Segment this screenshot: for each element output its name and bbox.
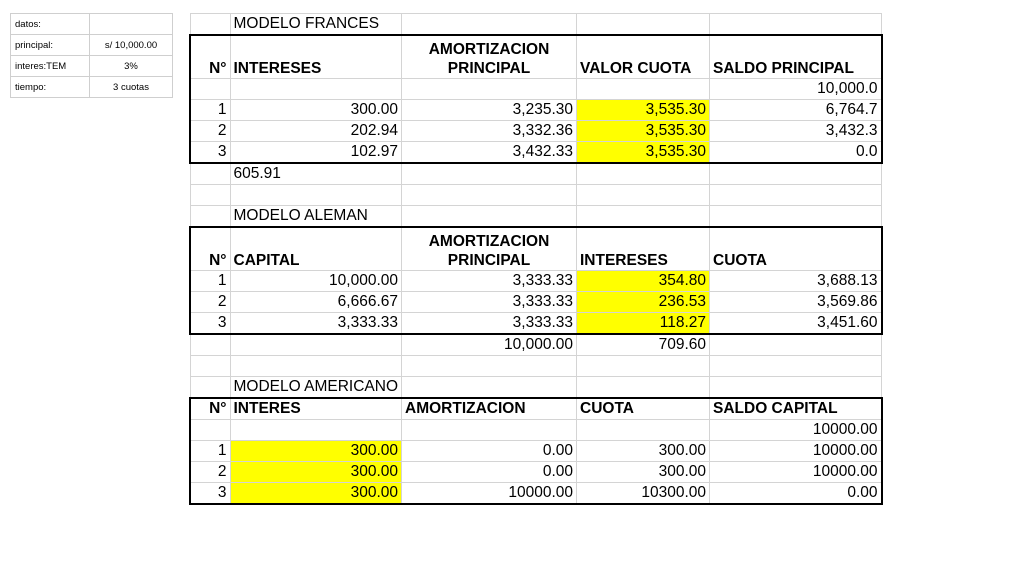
cell[interactable] (710, 206, 882, 228)
interest-cell[interactable]: 300.00 (230, 483, 402, 505)
cell[interactable] (402, 356, 577, 377)
installment-cell[interactable]: 10300.00 (577, 483, 710, 505)
capital-cell[interactable]: 6,666.67 (230, 292, 402, 313)
cell[interactable] (190, 163, 230, 185)
initial-balance-cell[interactable]: 10,000.0 (710, 79, 882, 100)
cell[interactable] (230, 79, 402, 100)
balance-cell[interactable]: 0.0 (710, 142, 882, 164)
balance-cell[interactable]: 3,432.3 (710, 121, 882, 142)
frances-title[interactable]: MODELO FRANCES (230, 14, 402, 36)
info-label[interactable]: datos: (11, 14, 90, 35)
info-table (10, 13, 173, 98)
info-value[interactable]: 3 cuotas (90, 77, 173, 98)
cell[interactable] (402, 79, 577, 100)
cell[interactable] (577, 14, 710, 36)
interest-cell[interactable]: 300.00 (230, 462, 402, 483)
header-n[interactable]: N° (190, 227, 230, 271)
table-row (190, 441, 882, 462)
cell[interactable] (577, 420, 710, 441)
initial-balance-cell[interactable]: 10000.00 (710, 420, 882, 441)
cell[interactable] (710, 163, 882, 185)
installment-cell[interactable]: 3,688.13 (710, 271, 882, 292)
info-row (11, 14, 173, 35)
cell[interactable] (190, 420, 230, 441)
empty-row (190, 185, 882, 206)
cell[interactable] (710, 356, 882, 377)
table-row (190, 313, 882, 335)
capital-cell[interactable]: 10,000.00 (230, 271, 402, 292)
cell[interactable] (190, 14, 230, 36)
info-label[interactable]: interes:TEM (11, 56, 90, 77)
cell[interactable] (402, 420, 577, 441)
balance-cell[interactable]: 10000.00 (710, 462, 882, 483)
interest-cell[interactable]: 236.53 (577, 292, 710, 313)
amortization-sheet (189, 13, 883, 505)
cell[interactable] (402, 163, 577, 185)
amortization-cell[interactable]: 0.00 (402, 462, 577, 483)
row-number[interactable]: 2 (190, 462, 230, 483)
cell[interactable] (577, 206, 710, 228)
header-capital[interactable]: CAPITAL (230, 227, 402, 271)
cell[interactable] (577, 79, 710, 100)
table-row (190, 292, 882, 313)
totals-row (190, 163, 882, 185)
interest-cell[interactable]: 300.00 (230, 100, 402, 121)
aleman-header-row (190, 227, 882, 271)
header-interes[interactable]: INTERES (230, 398, 402, 420)
cell[interactable] (190, 185, 230, 206)
amortization-cell[interactable]: 10000.00 (402, 483, 577, 505)
installment-cell[interactable]: 3,535.30 (577, 142, 710, 164)
row-number[interactable]: 3 (190, 142, 230, 164)
table-row (190, 462, 882, 483)
header-intereses[interactable]: INTERESES (577, 227, 710, 271)
cell[interactable] (230, 185, 402, 206)
cell[interactable] (190, 356, 230, 377)
interest-cell[interactable]: 202.94 (230, 121, 402, 142)
info-row (11, 56, 173, 77)
empty-row (190, 356, 882, 377)
total-interest-cell[interactable]: 605.91 (230, 163, 402, 185)
info-value[interactable] (90, 14, 173, 35)
info-row (11, 77, 173, 98)
interest-cell[interactable]: 354.80 (577, 271, 710, 292)
row-number[interactable]: 3 (190, 313, 230, 335)
amortization-cell[interactable]: 3,235.30 (402, 100, 577, 121)
capital-cell[interactable]: 3,333.33 (230, 313, 402, 335)
cell[interactable] (190, 206, 230, 228)
interest-cell[interactable]: 102.97 (230, 142, 402, 164)
table-row (190, 79, 882, 100)
header-saldo-principal[interactable]: SALDO PRINCIPAL (710, 35, 882, 79)
header-amortizacion[interactable] (402, 35, 577, 79)
table-row (190, 100, 882, 121)
amortization-cell[interactable]: 3,333.33 (402, 292, 577, 313)
cell[interactable] (190, 377, 230, 399)
interest-cell[interactable]: 300.00 (230, 441, 402, 462)
header-n[interactable]: N° (190, 35, 230, 79)
amortization-cell[interactable]: 3,332.36 (402, 121, 577, 142)
info-label[interactable]: principal: (11, 35, 90, 56)
installment-cell[interactable]: 3,535.30 (577, 100, 710, 121)
header-cuota[interactable]: CUOTA (577, 398, 710, 420)
cell[interactable] (402, 14, 577, 36)
balance-cell[interactable]: 0.00 (710, 483, 882, 505)
header-valor-cuota[interactable]: VALOR CUOTA (577, 35, 710, 79)
row-number[interactable]: 1 (190, 100, 230, 121)
info-row (11, 35, 173, 56)
row-number[interactable]: 3 (190, 483, 230, 505)
header-amortizacion[interactable]: AMORTIZACION (402, 398, 577, 420)
installment-cell[interactable]: 3,535.30 (577, 121, 710, 142)
header-cuota[interactable]: CUOTA (710, 227, 882, 271)
table-row (190, 142, 882, 164)
frances-header-row (190, 35, 882, 79)
header-line-1: AMORTIZACION (428, 233, 550, 250)
amortization-cell[interactable]: 3,432.33 (402, 142, 577, 164)
header-line-2: PRINCIPAL (447, 252, 531, 269)
totals-row (190, 334, 882, 356)
amortization-cell[interactable]: 3,333.33 (402, 313, 577, 335)
amortization-cell[interactable]: 0.00 (402, 441, 577, 462)
row-number[interactable]: 1 (190, 441, 230, 462)
info-value[interactable]: s/ 10,000.00 (90, 35, 173, 56)
info-label[interactable]: tiempo: (11, 77, 90, 98)
cell[interactable] (710, 14, 882, 36)
balance-cell[interactable]: 10000.00 (710, 441, 882, 462)
cell[interactable] (230, 420, 402, 441)
header-saldo-capital[interactable]: SALDO CAPITAL (710, 398, 882, 420)
header-amortizacion[interactable] (402, 227, 577, 271)
section-title-row (190, 206, 882, 228)
total-amortization-cell[interactable]: 10,000.00 (402, 334, 577, 356)
aleman-title[interactable]: MODELO ALEMAN (230, 206, 402, 228)
cell[interactable] (710, 334, 882, 356)
cell[interactable] (402, 206, 577, 228)
table-row (190, 121, 882, 142)
installment-cell[interactable]: 3,569.86 (710, 292, 882, 313)
table-row (190, 420, 882, 441)
balance-cell[interactable]: 6,764.7 (710, 100, 882, 121)
row-number[interactable]: 2 (190, 121, 230, 142)
row-number[interactable]: 1 (190, 271, 230, 292)
cell[interactable] (402, 377, 577, 399)
cell[interactable] (402, 185, 577, 206)
installment-cell[interactable]: 300.00 (577, 441, 710, 462)
cell[interactable] (190, 334, 230, 356)
interest-cell[interactable]: 118.27 (577, 313, 710, 335)
table-row (190, 483, 882, 505)
header-n[interactable]: N° (190, 398, 230, 420)
cell[interactable] (710, 377, 882, 399)
cell[interactable] (577, 163, 710, 185)
cell[interactable] (230, 356, 402, 377)
installment-cell[interactable]: 300.00 (577, 462, 710, 483)
cell[interactable] (710, 185, 882, 206)
cell[interactable] (577, 185, 710, 206)
header-line-1: AMORTIZACION (428, 41, 550, 58)
americano-title[interactable]: MODELO AMERICANO (230, 377, 402, 399)
table-row (190, 271, 882, 292)
section-title-row (190, 14, 882, 36)
section-title-row (190, 377, 882, 399)
amortization-cell[interactable]: 3,333.33 (402, 271, 577, 292)
cell[interactable] (230, 334, 402, 356)
installment-cell[interactable]: 3,451.60 (710, 313, 882, 335)
header-intereses[interactable]: INTERESES (230, 35, 402, 79)
cell[interactable] (577, 377, 710, 399)
row-number[interactable]: 2 (190, 292, 230, 313)
americano-header-row (190, 398, 882, 420)
cell[interactable] (577, 356, 710, 377)
info-value[interactable]: 3% (90, 56, 173, 77)
total-interest-cell[interactable]: 709.60 (577, 334, 710, 356)
header-line-2: PRINCIPAL (447, 60, 531, 77)
cell[interactable] (190, 79, 230, 100)
